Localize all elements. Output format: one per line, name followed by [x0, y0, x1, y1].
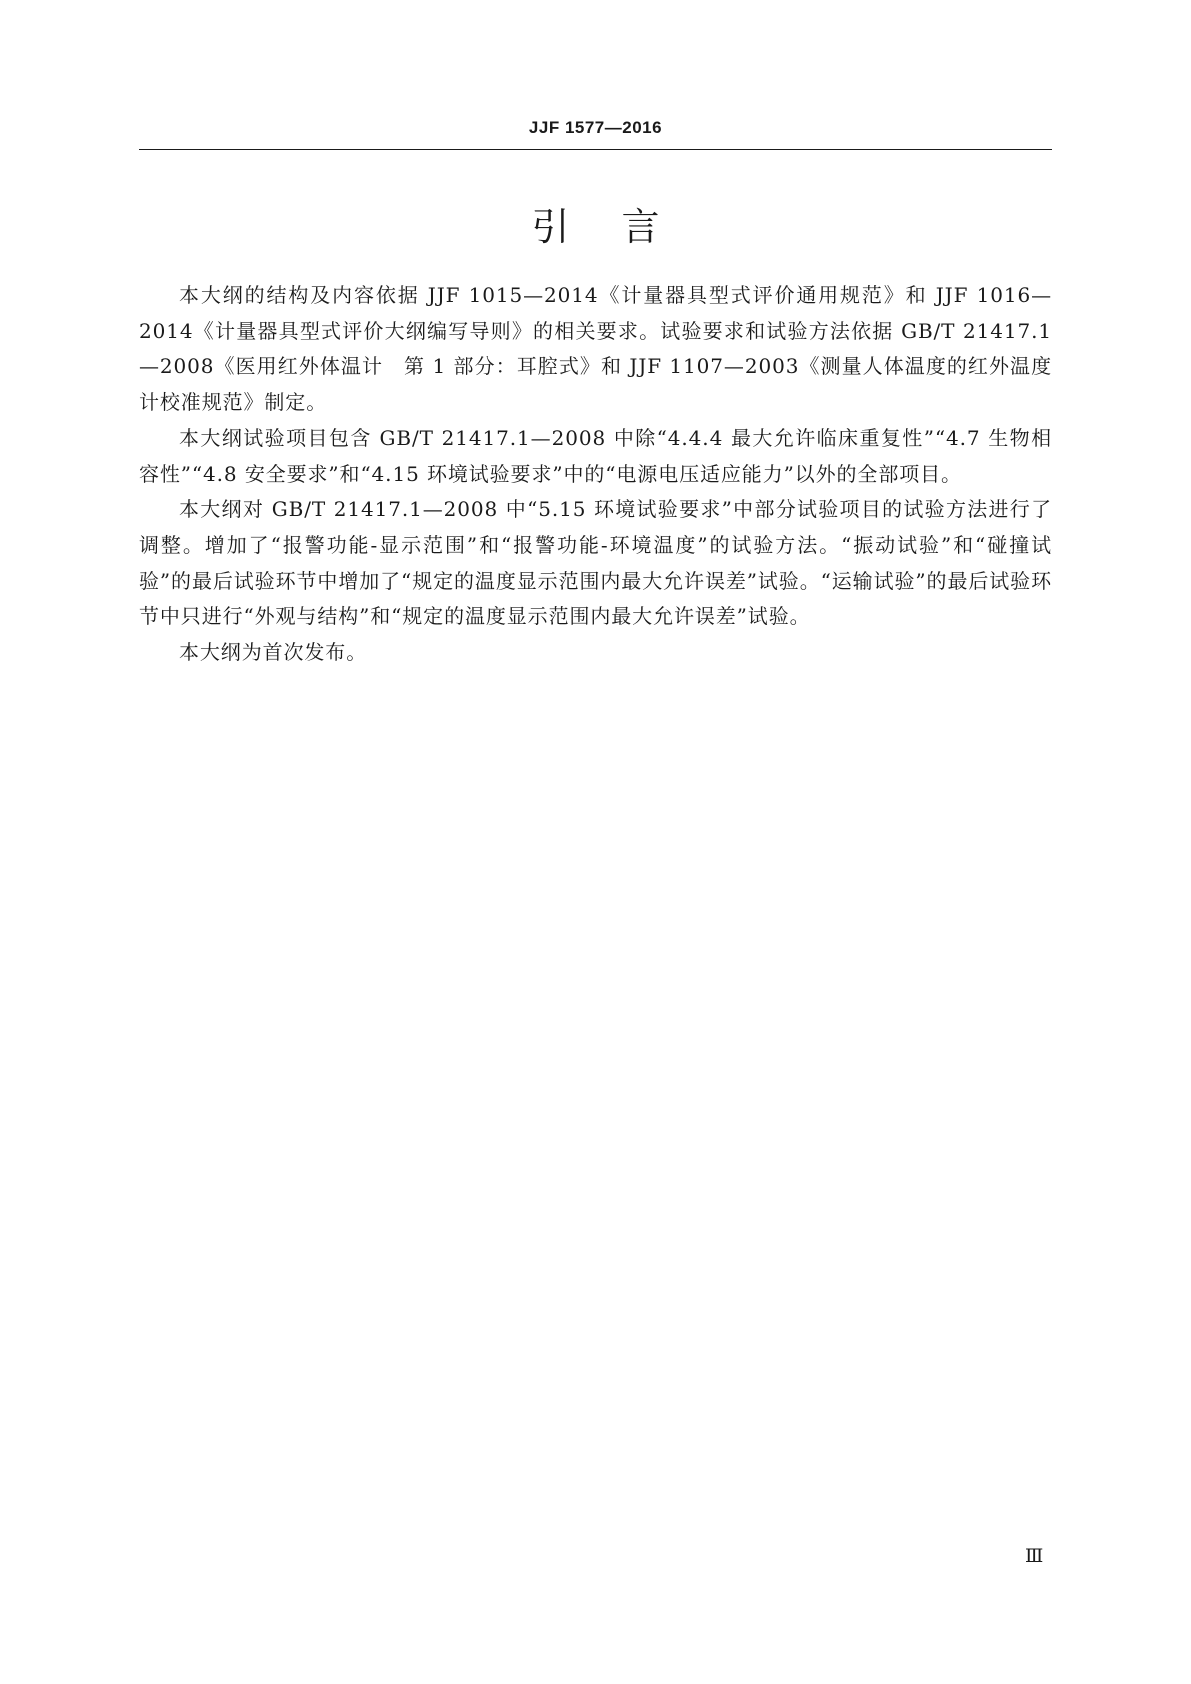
document-code-header: JJF 1577—2016 [528, 118, 663, 137]
paragraph-4: 本大纲为首次发布。 [179, 640, 368, 665]
header-divider [139, 149, 1052, 150]
body-text [139, 278, 1052, 671]
paragraph-2: 本大纲试验项目包含 GB/T 21417.1—2008 中除“4.4.4 最大允许临床重复性”“4.7 生物相容性”“4.8 安全要求”和“4.15 环境试验要求”中的“电源电压适应能力”以外的全部项目。 [139, 425, 1052, 486]
paragraph-3: 本大纲对 GB/T 21417.1—2008 中“5.15 环境试验要求”中部分试验项目的试验方法进行了调整。增加了“报警功能-显示范围”和“报警功能-环境温度”的试验方法。“振动试验”和“碰撞试验”的最后试验环节中增加了“规定的温度显示范围内最大允许误差”试验。“运输试验”的最后试验环节中只进行“外观与结构”和“规定的温度显示范围内最大允许误差”试验。 [139, 497, 1052, 629]
paragraph-1: 本大纲的结构及内容依据 JJF 1015—2014《计量器具型式评价通用规范》和 JJF 1016—2014《计量器具型式评价大纲编写导则》的相关要求。试验要求和试验方法依据 GB/T 21417.1—2008《医用红外体温计 第 1 部分：耳腔式》和 JJF 1107—2003《测量人体温度的红外温度计校准规范》制定。 [139, 283, 1052, 415]
page-number: Ⅲ [1025, 1545, 1044, 1567]
section-title: 引言 [531, 205, 712, 249]
